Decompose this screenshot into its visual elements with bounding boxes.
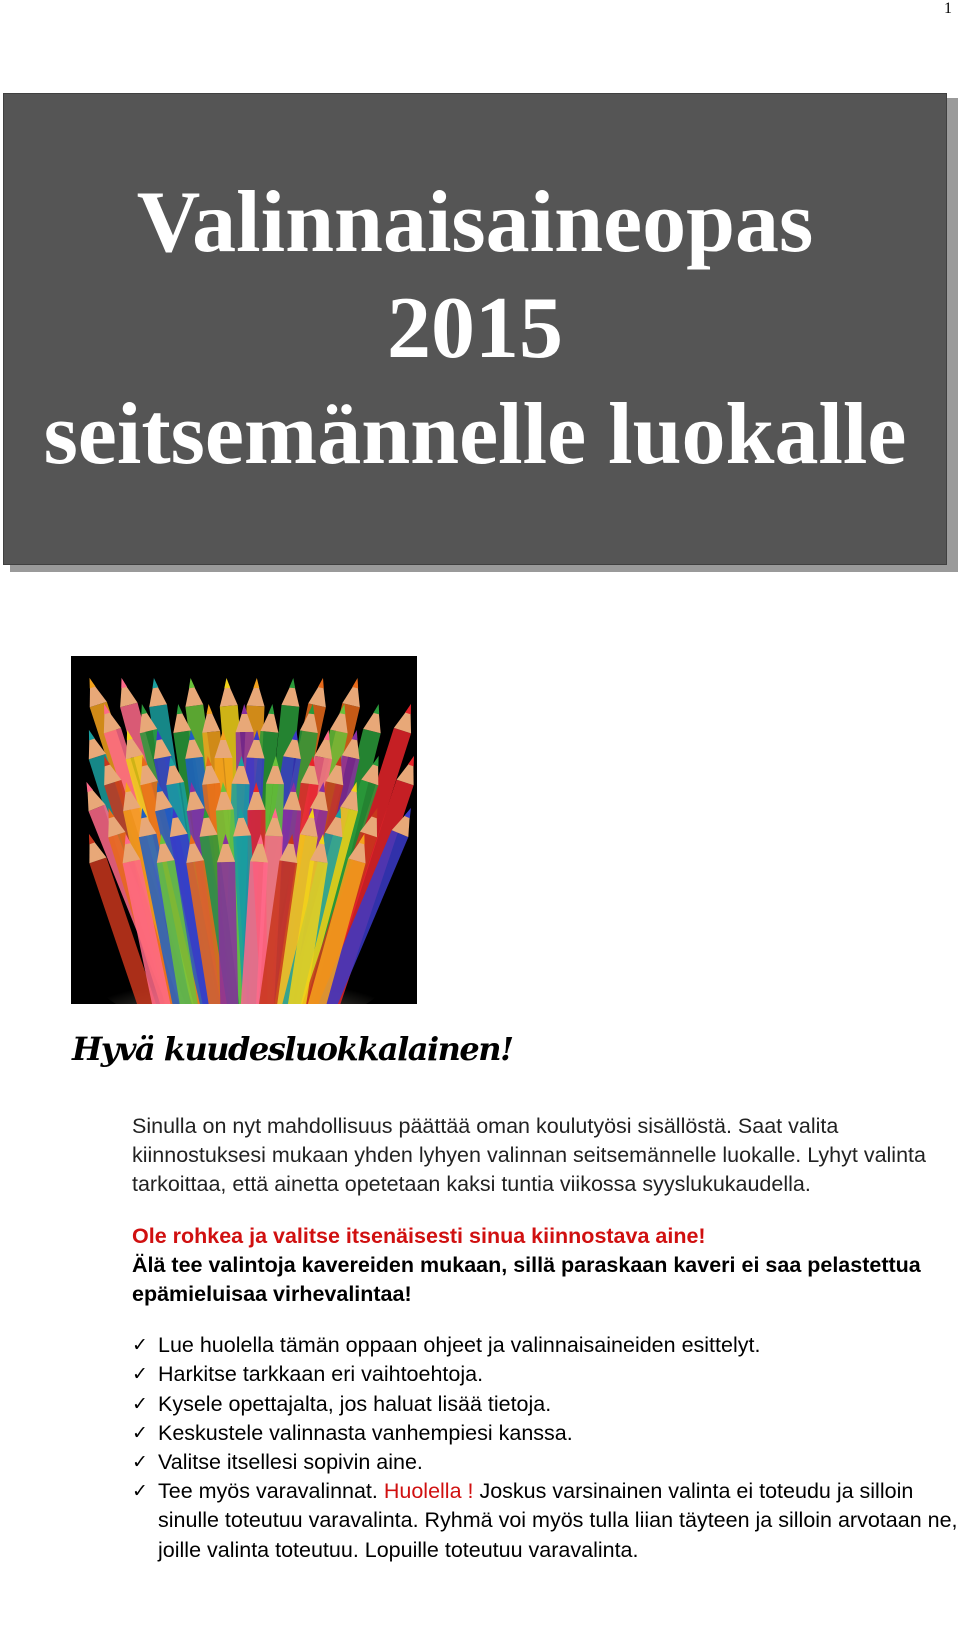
checkmark-icon: ✓ xyxy=(132,1392,148,1415)
checklist-item-text: Valitse itsellesi sopivin aine. xyxy=(158,1450,423,1475)
warning-bold-text: Älä tee valintoja kavereiden mukaan, sillä paraskaan kaveri ei saa pelastettua epämieluisaa virhevalintaa! xyxy=(132,1252,921,1307)
checkmark-icon: ✓ xyxy=(132,1334,148,1357)
warning-red-text: Ole rohkea ja valitse itsenäisesti sinua kiinnostava aine! xyxy=(132,1223,706,1248)
last-item-before: Tee myös varavalinnat. xyxy=(158,1479,384,1504)
checkmark-icon: ✓ xyxy=(132,1451,148,1474)
checkmark-icon: ✓ xyxy=(132,1480,148,1503)
colored-pencils-image xyxy=(71,656,417,1004)
checklist-item xyxy=(132,1390,958,1419)
checklist-item xyxy=(132,1448,958,1477)
last-item-after: Joskus varsinainen valinta ei toteudu ja silloin sinulle toteutuu varavalinta. Ryhmä voi myös tulla liian täyteen ja silloin arvotaan ne, joille valinta toteutuu. Lopuille toteutuu varavalinta. xyxy=(158,1479,958,1562)
checklist-item-text: Kysele opettajalta, jos haluat lisää tietoja. xyxy=(158,1391,552,1416)
body-content xyxy=(132,1112,958,1565)
title-line-1: Valinnaisaineopas xyxy=(136,174,814,271)
checklist-item-text: Harkitse tarkkaan eri vaihtoehtoja. xyxy=(158,1362,484,1387)
checklist-item xyxy=(132,1419,958,1448)
title-line-2: 2015 xyxy=(387,280,563,377)
colored-pencils-illustration xyxy=(71,656,417,1004)
last-item-highlight: Huolella ! xyxy=(383,1479,474,1504)
checklist-item xyxy=(132,1331,958,1360)
checklist-item-text: Keskustele valinnasta vanhempiesi kanssa. xyxy=(158,1420,573,1445)
title-box xyxy=(3,93,947,565)
checklist-item-text: Lue huolella tämän oppaan ohjeet ja valinnaisaineiden esittelyt. xyxy=(158,1333,761,1358)
page-number: 1 xyxy=(944,0,952,17)
title-line-3: seitsemännelle luokalle xyxy=(43,386,907,483)
intro-paragraph: Sinulla on nyt mahdollisuus päättää oman koulutyösi sisällöstä. Saat valita kiinnostuksesi mukaan yhden lyhyen valinnan seitsemännelle luokalle. Lyhyt valinta tarkoittaa, että ainetta opetetaan kaksi tuntia viikossa syyslukukaudella. xyxy=(132,1114,926,1197)
checklist-item-last xyxy=(132,1477,958,1565)
greeting-heading: Hyvä kuudesluokkalainen! xyxy=(72,1030,513,1068)
checkmark-icon: ✓ xyxy=(132,1363,148,1386)
checklist-item xyxy=(132,1360,958,1389)
checkmark-icon: ✓ xyxy=(132,1421,148,1444)
checklist xyxy=(132,1331,958,1565)
